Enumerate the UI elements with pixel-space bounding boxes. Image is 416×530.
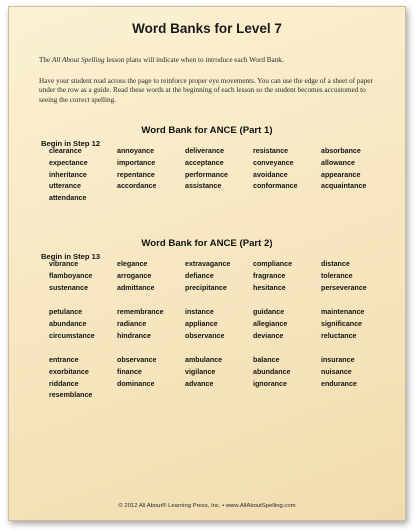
- word-item: abundance: [253, 367, 291, 376]
- word-item: exorbitance: [49, 367, 89, 376]
- word-item: inheritance: [49, 170, 87, 179]
- word-item: nuisance: [321, 367, 352, 376]
- word-item: petulance: [49, 308, 83, 316]
- word-item: accordance: [117, 182, 157, 191]
- word-item: utterance: [49, 182, 81, 191]
- product-name: All About Spelling: [51, 56, 105, 64]
- word-grid-part-2-group-3: [49, 356, 389, 403]
- word-item: resemblance: [49, 391, 93, 400]
- word-item: clearance: [49, 147, 82, 155]
- intro-paragraph-1: [39, 56, 384, 65]
- word-item: absorbance: [321, 147, 361, 155]
- word-item: sustenance: [49, 283, 89, 292]
- word-item: observance: [117, 356, 157, 364]
- word-item: deliverance: [185, 147, 225, 155]
- word-item: conformance: [253, 182, 298, 191]
- word-item: insurance: [321, 356, 355, 364]
- word-item: importance: [117, 158, 156, 167]
- word-item: advance: [185, 379, 214, 388]
- word-item: circumstance: [49, 331, 95, 340]
- word-item: ignorance: [253, 379, 287, 388]
- word-item: acquaintance: [321, 182, 367, 191]
- word-item: appliance: [185, 319, 218, 328]
- word-item: radiance: [117, 319, 147, 328]
- word-item: dominance: [117, 379, 155, 388]
- word-item: assistance: [185, 182, 222, 191]
- word-item: finance: [117, 367, 142, 376]
- word-item: resistance: [253, 147, 289, 155]
- word-item: hesitance: [253, 283, 286, 292]
- word-item: repentance: [117, 170, 155, 179]
- word-item: elegance: [117, 260, 148, 268]
- section-title-part-1: Word Bank for ANCE (Part 1): [141, 125, 273, 136]
- word-item: performance: [185, 170, 228, 179]
- word-grid-part-2-group-2: [49, 308, 389, 343]
- word-item: instance: [185, 308, 214, 316]
- word-item: reluctance: [321, 331, 357, 340]
- word-item: significance: [321, 319, 363, 328]
- word-item: tolerance: [321, 271, 353, 280]
- intro-text: lesson plans will indicate when to introduce each Word Bank.: [104, 56, 284, 64]
- word-item: precipitance: [185, 283, 227, 292]
- word-item: entrance: [49, 356, 79, 364]
- copyright-footer: © 2012 All About® Learning Press, Inc. • www.AllAboutSpelling.com: [118, 503, 296, 509]
- word-item: extravagance: [185, 260, 231, 268]
- word-item: balance: [253, 356, 280, 364]
- word-item: perseverance: [321, 283, 367, 292]
- word-item: fragrance: [253, 271, 286, 280]
- word-item: vigilance: [185, 367, 216, 376]
- word-item: compliance: [253, 260, 293, 268]
- word-item: attendance: [49, 194, 87, 203]
- word-item: arrogance: [117, 271, 152, 280]
- step-label-part-1: Begin in Step 12: [41, 139, 101, 148]
- word-grid-part-2-group-1: [49, 260, 389, 295]
- word-item: endurance: [321, 379, 357, 388]
- word-grid-part-1: [49, 147, 389, 206]
- word-item: maintenance: [321, 308, 365, 316]
- word-item: flamboyance: [49, 271, 93, 280]
- word-item: riddance: [49, 379, 79, 388]
- word-item: vibrance: [49, 260, 79, 268]
- step-label-part-2: Begin in Step 13: [41, 252, 101, 261]
- word-item: expectance: [49, 158, 88, 167]
- word-item: appearance: [321, 170, 361, 179]
- intro-text: The: [39, 56, 52, 64]
- word-item: guidance: [253, 308, 285, 316]
- word-item: abundance: [49, 319, 87, 328]
- word-item: defiance: [185, 271, 214, 280]
- word-item: avoidance: [253, 170, 288, 179]
- word-item: allowance: [321, 158, 355, 167]
- section-title-part-2: Word Bank for ANCE (Part 2): [141, 238, 273, 249]
- word-item: distance: [321, 260, 350, 268]
- word-item: observance: [185, 331, 225, 340]
- intro-paragraph-2: Have your student read across the page to reinforce proper eye movements. You can use the edge of a sheet of paper under the row as a guide. Read these words at the beginning of each lesson so the student becomes accustomed to seeing the correct spelling.: [39, 77, 373, 104]
- word-item: hindrance: [117, 331, 151, 340]
- word-item: acceptance: [185, 158, 224, 167]
- word-item: allegiance: [253, 319, 288, 328]
- page-title: Word Banks for Level 7: [132, 21, 282, 36]
- word-item: admittance: [117, 283, 155, 292]
- word-item: annoyance: [117, 147, 155, 155]
- word-item: remembrance: [117, 308, 164, 316]
- word-item: ambulance: [185, 356, 223, 364]
- worksheet-page: [8, 6, 406, 521]
- word-item: deviance: [253, 331, 284, 340]
- word-item: conveyance: [253, 158, 294, 167]
